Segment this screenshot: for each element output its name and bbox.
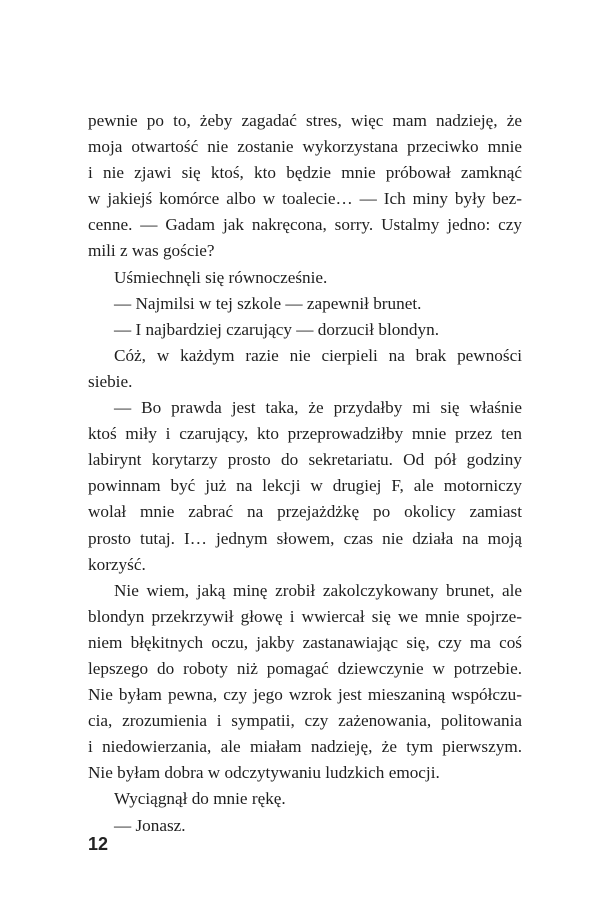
text-line: mili z was goście? xyxy=(88,241,215,261)
text-line: cenne. — Gadam jak nakręcona, sorry. Ustalmy jedno: czy xyxy=(88,215,522,235)
text-line: w jakiejś komórce albo w toalecie… — Ich miny były bez- xyxy=(88,189,522,209)
text-line: — Bo prawda jest taka, że przydałby mi się właśnie xyxy=(114,398,522,418)
text-line: pewnie po to, żeby zagadać stres, więc mam nadzieję, że xyxy=(88,111,522,130)
text-line: moja otwartość nie zostanie wykorzystana przeciwko mnie xyxy=(88,137,522,157)
text-line: — Najmilsi w tej szkole — zapewnił brunet. xyxy=(114,293,422,313)
text-line: cia, zrozumienia i sympatii, czy zażenowania, politowania xyxy=(88,711,522,731)
text-line: Wyciągnął do mnie rękę. xyxy=(114,789,286,809)
text-line: wolał mnie zabrać na przejażdżkę po okolicy zamiast xyxy=(88,502,522,522)
text-line: Uśmiechnęli się równocześnie. xyxy=(114,267,328,287)
text-line: niem błękitnych oczu, jakby zastanawiając się, czy ma coś xyxy=(88,632,522,652)
text-line: Nie byłam pewna, czy jego wzrok jest mieszaniną współczu- xyxy=(88,685,522,705)
text-line: Nie wiem, jaką minę zrobił zakolczykowany brunet, ale xyxy=(114,580,522,600)
text-line: ktoś miły i czarujący, kto przeprowadziłby mnie przez ten xyxy=(88,424,522,444)
text-line: — I najbardziej czarujący — dorzucił blondyn. xyxy=(114,319,440,339)
text-line: Cóż, w każdym razie nie cierpieli na brak pewności xyxy=(114,345,522,365)
text-line: prosto tutaj. I… jednym słowem, czas nie działa na moją xyxy=(88,528,522,548)
text-line: — Jonasz. xyxy=(114,815,186,835)
text-line: korzyść. xyxy=(88,554,146,574)
page-number: 12 xyxy=(88,834,109,854)
text-line: labirynt korytarzy prosto do sekretariatu. Od pół godziny xyxy=(88,450,522,470)
text-line: siebie. xyxy=(88,371,133,391)
text-line: blondyn przekrzywił głowę i wwiercał się we mnie spojrze- xyxy=(88,606,522,626)
text-line: i nie zjawi się ktoś, kto będzie mnie próbował zamknąć xyxy=(88,163,522,183)
page-body-text xyxy=(88,108,522,839)
text-line: powinnam być już na lekcji w drugiej F, ale motorniczy xyxy=(88,476,522,496)
text-line: i niedowierzania, ale miałam nadzieję, że tym pierwszym. xyxy=(88,737,522,757)
text-line: lepszego do roboty niż pomagać dziewczynie w potrzebie. xyxy=(88,658,522,678)
text-line: Nie byłam dobra w odczytywaniu ludzkich emocji. xyxy=(88,763,440,783)
